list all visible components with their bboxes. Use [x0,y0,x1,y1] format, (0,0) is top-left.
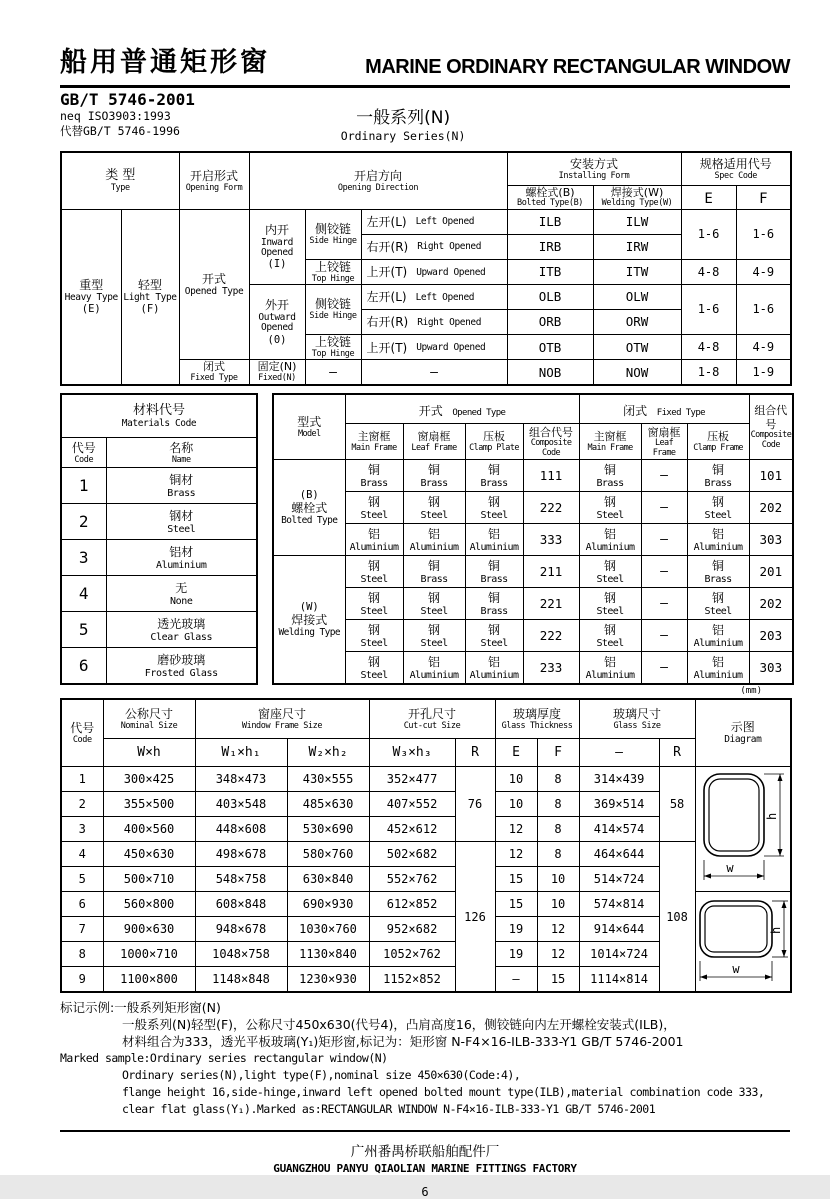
header-window-frame-size: 窗座尺寸 Window Frame Size [195,699,369,739]
header-diagram: 示图 Diagram [695,699,791,767]
header-clamp-plate: 压板 Clamp Plate [465,424,523,460]
footer [60,1140,790,1175]
header-spec-code: 规格适用代号 Spec Code [681,152,791,185]
header-cut-r: R [455,739,495,767]
glass-radius-large: 108 [659,842,695,992]
composite-code: 303 [749,524,793,556]
material-code: 5 [61,612,106,648]
composite-code: 211 [523,556,579,588]
composite-code: 202 [749,492,793,524]
marking-notes [60,999,790,1118]
cell-dash: — [641,524,687,556]
material-code: 3 [61,540,106,576]
composite-code: 333 [523,524,579,556]
header-installing-form: 安装方式 Installing Form [507,152,681,185]
cell-bolted-type: (B) 螺栓式 Bolted Type [273,460,345,556]
composite-code: 221 [523,588,579,620]
material-name: 无 None [106,576,257,612]
composite-code: 203 [749,620,793,652]
table-row: 6 560×800 608×848 690×930 612×852 15 10 574×814 h w [61,892,791,917]
standard-number: GB/T 5746-2001 [60,90,195,109]
cell-code-irb: IRB [507,234,593,259]
header-glass-dim: — [579,739,659,767]
unit-label: (mm) [740,685,762,696]
composite-code: 233 [523,652,579,684]
header-leaf-frame: 窗扇框 Leaf Frame [403,424,465,460]
cell-light-type: 轻型 Light Type (F) [121,209,179,385]
header-main-frame: 主窗框 Main Frame [345,424,403,460]
cell-code-orb: ORB [507,309,593,334]
header-fixed-type: 闭式 Fixed Type [579,394,749,424]
cut-radius-large: 126 [455,842,495,992]
header-opening-form: 开启形式 Opening Form [179,152,249,209]
material-code: 2 [61,504,106,540]
header-cut-size: 开孔尺寸 Cut-cut Size [369,699,495,739]
standard-replaces: 代替GB/T 5746-1996 [60,123,180,138]
table-row [61,648,257,684]
cell-code-ilw: ILW [593,209,681,234]
header-opening-direction: 开启方向 Opening Direction [249,152,507,209]
footer-divider [60,1130,790,1132]
materials-and-model-section [60,393,790,685]
table-row: 3 400×560 448×608 530×690 452×612 12 8 414×574 [61,817,791,842]
cell-fixed-type: 闭式 Fixed Type [179,360,249,385]
table-row [61,576,257,612]
table-row: 钢 Steel 钢 Steel 铜 Brass 221 钢 Steel — 钢 Steel 202 [273,588,793,620]
opening-type-table [60,151,792,386]
materials-code-table [60,393,258,685]
header-wxh: W×h [103,739,195,767]
dimensions-table [60,698,792,993]
cell-spec-e: 4-8 [681,334,736,359]
table-row: 2 355×500 403×548 485×630 407×552 10 8 369×514 [61,792,791,817]
header-nominal-size: 公称尺寸 Nominal Size [103,699,195,739]
header-spec-f: F [736,185,791,209]
header-w1h1: W₁×h₁ [195,739,287,767]
composite-code: 201 [749,556,793,588]
note-line: 一般系列(N)轻型(F)，公称尺寸450x630(代号4)，凸肩高度16，侧铰链向内左开螺栓安装式(ILB)， [122,1016,676,1032]
cell-spec-f: 1-6 [736,284,791,334]
page-number: 6 [421,1184,429,1199]
header-glass-size: 玻璃尺寸 Glass Size [579,699,695,739]
cell-outward-opened: 外开 Outward Opened (0) [249,284,305,359]
header-spec-e: E [681,185,736,209]
cell-right-opened: 右开(R) Right Opened [361,309,507,334]
cell-spec-f: 4-9 [736,259,791,284]
cut-radius-small: 76 [455,767,495,842]
cell-spec-e: 1-6 [681,284,736,334]
header-material-name: 名称 Name [106,438,257,468]
table-row: (W) 焊接式 Welding Type 钢 Steel 铜 Brass 铜 Brass 211 钢 Steel — 铜 Brass 201 [273,556,793,588]
table-row: 5 500×710 548×758 630×840 552×762 15 10 514×724 [61,867,791,892]
cell-dash: — [641,556,687,588]
portrait-window-diagram [696,768,792,890]
table-row: (B) 螺栓式 Bolted Type 铜 Brass 铜 Brass 铜 Brass 111 铜 Brass — 铜 Brass 101 [273,460,793,492]
cell-spec-f: 1-9 [736,360,791,385]
table-row [61,468,257,504]
landscape-window-diagram [696,893,792,991]
table-row: 8 1000×710 1048×758 1130×840 1052×762 19 12 1014×724 [61,942,791,967]
model-composition-table [272,393,794,685]
svg-text:w: w [731,961,740,976]
cell-code-irw: IRW [593,234,681,259]
material-name: 铜材 Brass [106,468,257,504]
header-clamp-frame: 压板 Clamp Frame [687,424,749,460]
series-title [341,103,466,143]
cell-code-otb: OTB [507,334,593,359]
cell-side-hinge: 侧铰链 Side Hinge [305,209,361,259]
material-name: 透光玻璃 Clear Glass [106,612,257,648]
cell-dash: — [641,460,687,492]
table-row [61,612,257,648]
cell-right-opened: 右开(R) Right Opened [361,234,507,259]
cell-dash: — [641,588,687,620]
cell-dash: — [361,360,507,385]
page-title-zh: 船用普通矩形窗 [60,47,270,78]
header-w3h3: W₃×h₃ [369,739,455,767]
composite-code: 303 [749,652,793,684]
table-row: 9 1100×800 1148×848 1230×930 1152×852 — 15 1114×814 [61,967,791,992]
standard-block [60,91,790,145]
composite-code: 222 [523,492,579,524]
cell-code-itb: ITB [507,259,593,284]
composite-code: 101 [749,460,793,492]
cell-upward-opened: 上开(T) Upward Opened [361,259,507,284]
note-line: 标记示例:一般系列矩形窗(N) [60,999,221,1015]
series-title-en: Ordinary Series(N) [340,129,466,143]
cell-code-olw: OLW [593,284,681,309]
cell-top-hinge: 上铰链 Top Hinge [305,259,361,284]
table-row [61,209,791,234]
cell-spec-e: 1-8 [681,360,736,385]
header-thickness-e: E [495,739,537,767]
header-opened-type: 开式 Opened Type [345,394,579,424]
cell-left-opened: 左开(L) Left Opened [361,284,507,309]
cell-spec-f: 1-6 [736,209,791,259]
factory-name-zh: 广州番禺桥联船舶配件厂 [350,1143,500,1160]
series-title-zh: 一般系列(N) [356,108,451,128]
table-row [61,504,257,540]
header-type: 类 型 Type [61,152,179,209]
cell-left-opened: 左开(L) Left Opened [361,209,507,234]
table-row: 钢 Steel 钢 Steel 钢 Steel 222 钢 Steel — 钢 Steel 202 [273,492,793,524]
cell-top-hinge: 上铰链 Top Hinge [305,334,361,359]
note-line: Marked sample:Ordinary series rectangular window(N) [60,1050,388,1065]
cell-opened-type: 开式 Opened Type [179,209,249,360]
cell-fixed-n: 固定(N) Fixed(N) [249,360,305,385]
note-line: clear flat glass(Y₁).Marked as:RECTANGULAR WINDOW N-F4×16-ILB-333-Y1 GB/T 5746-2001 [122,1101,656,1116]
cell-spec-e: 1-6 [681,209,736,259]
header-glass-r: R [659,739,695,767]
note-line: Ordinary series(N),light type(F),nominal size 450×630(Code:4), [122,1067,521,1082]
cell-dash: — [305,360,361,385]
header-glass-thickness: 玻璃厚度 Glass Thickness [495,699,579,739]
table-row: 7 900×630 948×678 1030×760 952×682 19 12 914×644 [61,917,791,942]
cell-code-ilb: ILB [507,209,593,234]
table-row: 1 300×425 348×473 430×555 352×477 76 10 8 314×439 58 h w [61,767,791,792]
cell-code-itw: ITW [593,259,681,284]
cell-upward-opened: 上开(T) Upward Opened [361,334,507,359]
cell-heavy-type: 重型 Heavy Type (E) [61,209,121,385]
header-thickness-f: F [537,739,579,767]
header-code: 代号 Code [61,699,103,767]
header-composite-code: 组合代号 Composite Code [749,394,793,460]
header-w2h2: W₂×h₂ [287,739,369,767]
material-name: 铝材 Aluminium [106,540,257,576]
material-code: 4 [61,576,106,612]
cell-dash: — [641,652,687,684]
note-line: flange height 16,side-hinge,inward left opened bolted mount type(ILB),material combination code 333, [122,1084,765,1099]
cell-code-otw: OTW [593,334,681,359]
header-welding-type: 焊接式(W) Welding Type(W) [593,185,681,209]
cell-spec-e: 4-8 [681,259,736,284]
cell-dash: — [641,620,687,652]
header-leaf-frame: 窗扇框 Leaf Frame [641,424,687,460]
cell-welding-type: (W) 焊接式 Welding Type [273,556,345,684]
header-main-frame: 主窗框 Main Frame [579,424,641,460]
header-composite-code: 组合代号 Composite Code [523,424,579,460]
material-name: 钢材 Steel [106,504,257,540]
material-name: 磨砂玻璃 Frosted Glass [106,648,257,684]
svg-text:h: h [764,813,779,821]
composite-code: 202 [749,588,793,620]
cell-side-hinge: 侧铰链 Side Hinge [305,284,361,334]
table-row: 钢 Steel 钢 Steel 钢 Steel 222 钢 Steel — 铝 Aluminium 203 [273,620,793,652]
header-material-code: 代号 Code [61,438,106,468]
composite-code: 222 [523,620,579,652]
cell-code-orw: ORW [593,309,681,334]
table-row: 钢 Steel 铝 Aluminium 铝 Aluminium 233 铝 Aluminium — 铝 Aluminium 303 [273,652,793,684]
header-model: 型式 Model [273,394,345,460]
material-code: 6 [61,648,106,684]
svg-text:w: w [725,861,734,876]
cell-inward-opened: 内开 Inward Opened (I) [249,209,305,284]
cell-dash: — [641,492,687,524]
factory-name-en: GUANGZHOU PANYU QIAOLIAN MARINE FITTINGS FACTORY [273,1161,577,1175]
note-line: 材料组合为333，透光平板玻璃(Y₁)矩形窗,标记为：矩形窗 N-F4×16-ILB-333-Y1 GB/T 5746-2001 [122,1033,684,1049]
window-diagram-landscape [695,892,791,992]
window-diagram-portrait [695,767,791,892]
table-row: 4 450×630 498×678 580×760 502×682 126 12 8 464×644 108 [61,842,791,867]
cell-code-now: NOW [593,360,681,385]
cell-code-nob: NOB [507,360,593,385]
svg-text:h: h [768,926,783,934]
cell-code-olb: OLB [507,284,593,309]
material-code: 1 [61,468,106,504]
composite-code: 111 [523,460,579,492]
glass-radius-small: 58 [659,767,695,842]
document-header [60,40,790,88]
cell-spec-f: 4-9 [736,334,791,359]
header-materials-code: 材料代号 Materials Code [61,394,257,438]
table-row: 铝 Aluminium 铝 Aluminium 铝 Aluminium 333 铝 Aluminium — 铝 Aluminium 303 [273,524,793,556]
standard-neq: neq ISO3903:1993 [60,109,171,124]
header-bolted-type: 螺栓式(B) Bolted Type(B) [507,185,593,209]
page-title-en: MARINE ORDINARY RECTANGULAR WINDOW [365,56,790,78]
table-row [61,540,257,576]
